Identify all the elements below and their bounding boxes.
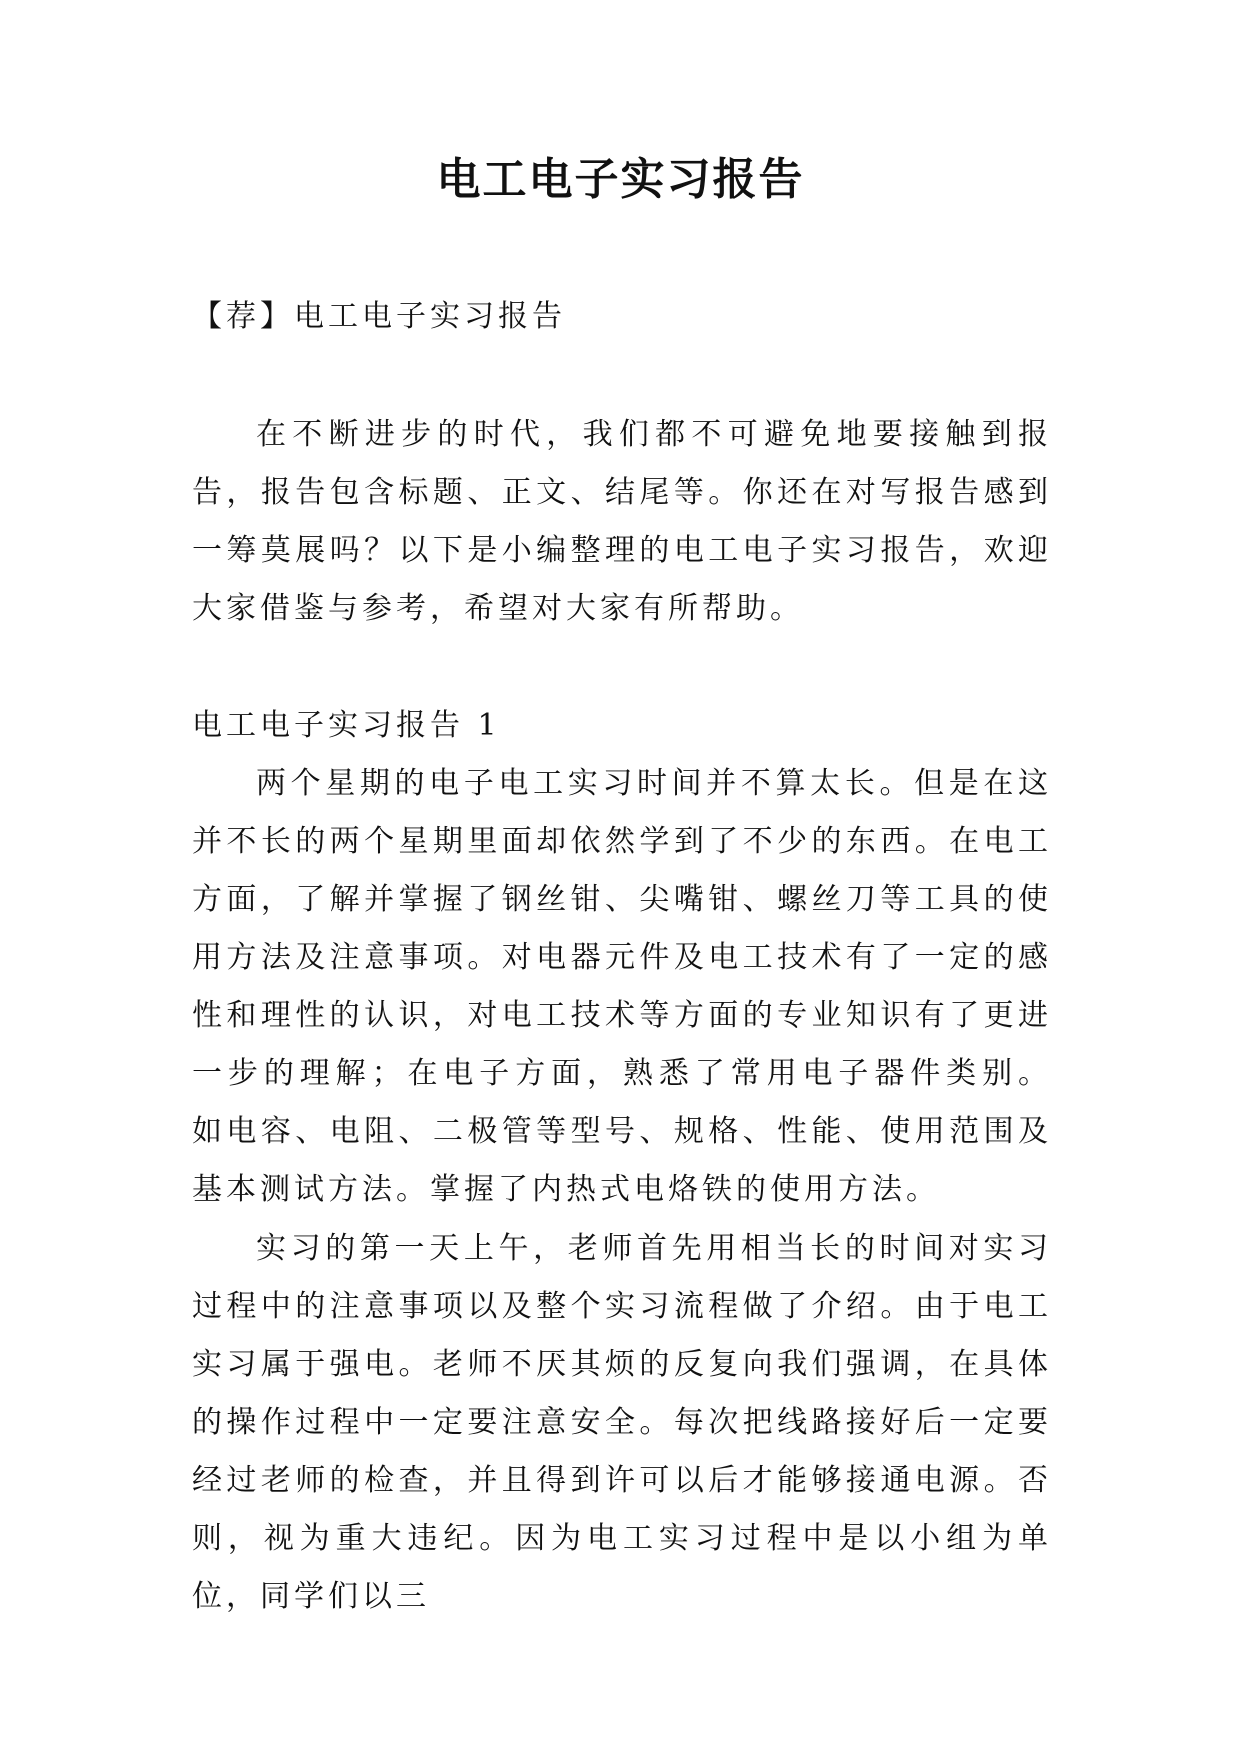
body-paragraph-2: 实习的第一天上午，老师首先用相当长的时间对实习过程中的注意事项以及整个实习流程做了介绍。由于电工实习属于强电。老师不厌其烦的反复向我们强调，在具体的操作过程中一定要注意安全。每次把线路接好后一定要经过老师的检查，并且得到许可以后才能够接通电源。否则，视为重大违纪。因为电工实习过程中是以小组为单位，同学们以三 — [192, 1231, 1052, 1614]
intro-paragraph: 在不断进步的时代，我们都不可避免地要接触到报告，报告包含标题、正文、结尾等。你还在对写报告感到一筹莫展吗？以下是小编整理的电工电子实习报告，欢迎大家借鉴与参考，希望对大家有所帮助。 — [192, 417, 1052, 626]
section-heading: 电工电子实习报告 1 — [192, 708, 501, 743]
document-title: 电工电子实习报告 — [436, 154, 805, 205]
body-paragraph-1: 两个星期的电子电工实习时间并不算太长。但是在这并不长的两个星期里面却依然学到了不少的东西。在电工方面，了解并掌握了钢丝钳、尖嘴钳、螺丝刀等工具的使用方法及注意事项。对电器元件及电工技术有了一定的感性和理性的认识，对电工技术等方面的专业知识有了更进一步的理解；在电子方面，熟悉了常用电子器件类别。 如电容、电阻、二极管等型号、规格、性能、使用范围及基本测试方法。掌握了内热式电烙铁的使用方法。 — [192, 766, 1052, 1207]
document-subtitle: 【荐】电工电子实习报告 — [192, 299, 566, 334]
